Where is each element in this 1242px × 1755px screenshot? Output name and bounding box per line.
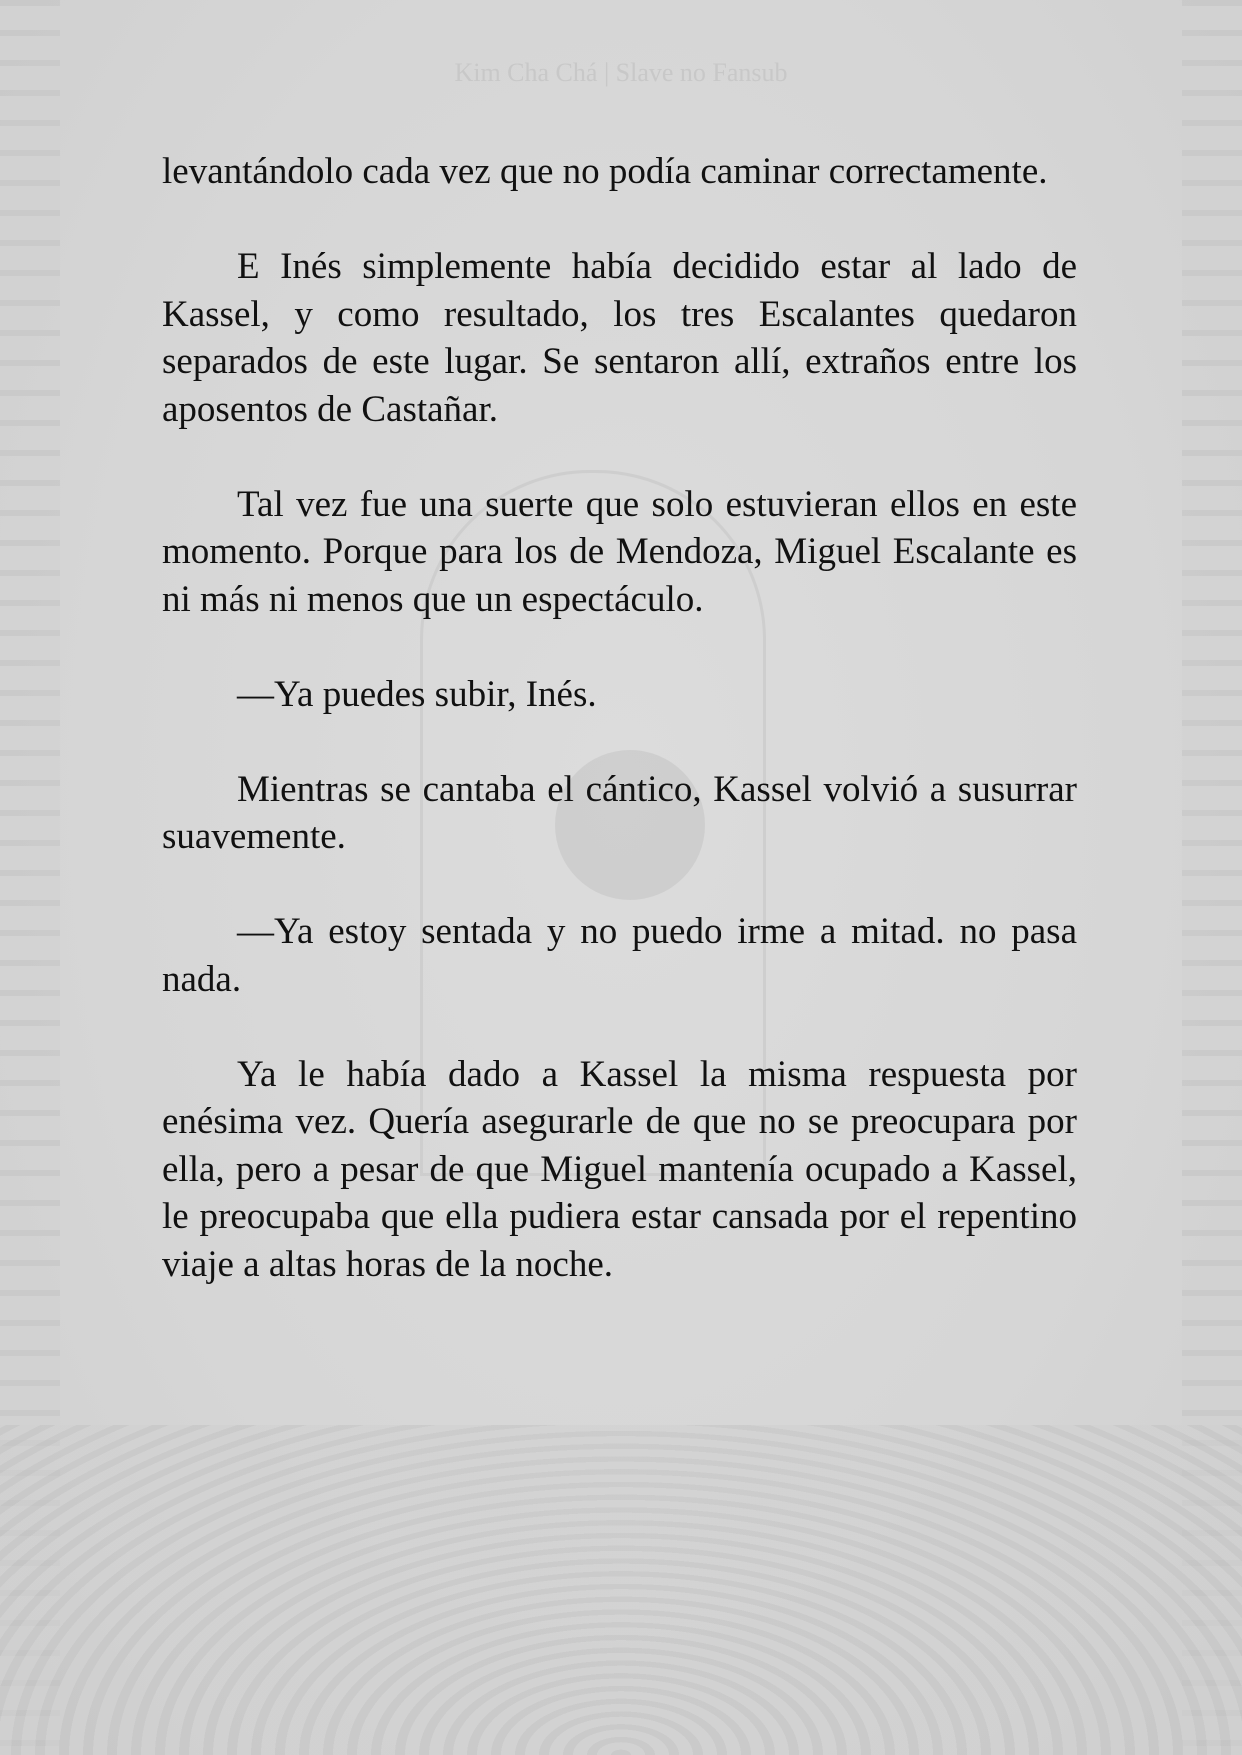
paragraph: Ya le había dado a Kassel la misma respuesta por enésima vez. Quería asegurarle de que no se preocupara por ella, pero a pesar de que Miguel mantenía ocupado a Kassel, le preocupaba que ella pudiera estar cansada por el repentino viaje a altas horas de la noche. [162, 1053, 1077, 1285]
paragraph: Tal vez fue una suerte que solo estuvieran ellos en este momento. Porque para los de Mendoza, Miguel Escalante es ni más ni menos que un espectáculo. [162, 483, 1077, 620]
page-header-watermark: Kim Cha Chá | Slave no Fansub [454, 58, 788, 87]
dialogue-line: —Ya puedes subir, Inés. [237, 673, 597, 715]
paragraph: Mientras se cantaba el cántico, Kassel volvió a susurrar suavemente. [162, 768, 1077, 857]
paragraph: levantándolo cada vez que no podía caminar correctamente. [162, 151, 1048, 192]
background-waves-illustration [0, 1425, 1242, 1755]
body-text [162, 148, 1077, 1336]
paragraph: E Inés simplemente había decidido estar al lado de Kassel, y como resultado, los tres Escalantes quedaron separados de este lugar. Se sentaron allí, extraños entre los aposentos de Castañar. [162, 246, 1077, 430]
dialogue-line: —Ya estoy sentada y no puedo irme a mitad. no pasa nada. [162, 911, 1077, 1000]
